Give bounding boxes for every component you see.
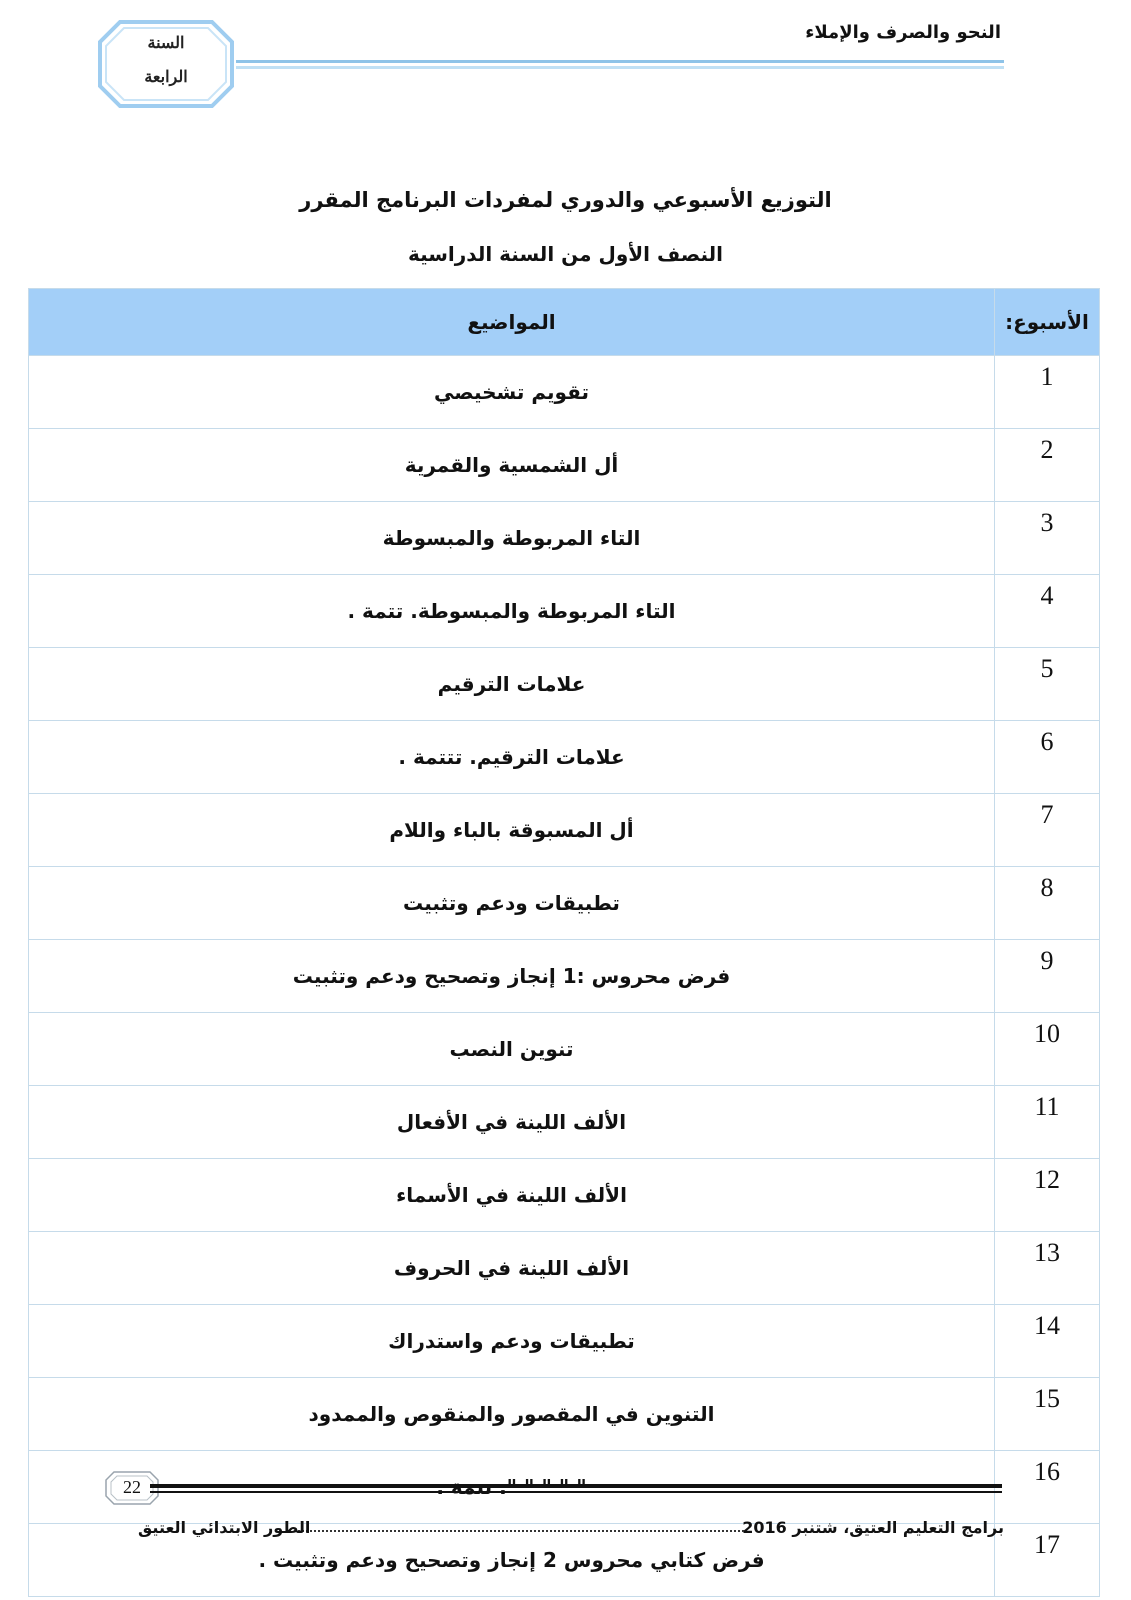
- weekly-plan-table: [28, 288, 1100, 1597]
- row-topic: فرض محروس :1 إنجاز وتصحيح ودعم وتثبيت: [29, 940, 995, 1013]
- row-week: 4: [995, 575, 1100, 648]
- footer-dots: [298, 1530, 744, 1532]
- row-topic: الألف اللينة في الأفعال: [29, 1086, 995, 1159]
- table-row: [29, 1086, 1100, 1159]
- table-row: [29, 1013, 1100, 1086]
- row-week: 8: [995, 867, 1100, 940]
- table-row: [29, 502, 1100, 575]
- table-row: [29, 1232, 1100, 1305]
- header-rule: [236, 60, 1004, 63]
- row-week: 17: [995, 1524, 1100, 1597]
- row-week: 1: [995, 356, 1100, 429]
- table-row: [29, 867, 1100, 940]
- row-week: 13: [995, 1232, 1100, 1305]
- page-title: التوزيع الأسبوعي والدوري لمفردات البرنامج المقرر: [299, 188, 832, 212]
- row-week: 10: [995, 1013, 1100, 1086]
- table-row: [29, 648, 1100, 721]
- footer: [138, 1518, 1004, 1542]
- row-topic: تطبيقات ودعم واستدراك: [29, 1305, 995, 1378]
- row-topic: التاء المربوطة والمبسوطة. تتمة .: [29, 575, 995, 648]
- row-week: 5: [995, 648, 1100, 721]
- row-topic: فرض كتابي محروس 2 إنجاز وتصحيح ودعم وتثبيت .: [29, 1524, 995, 1597]
- row-week: 7: [995, 794, 1100, 867]
- row-week: 9: [995, 940, 1100, 1013]
- table-row: [29, 1305, 1100, 1378]
- row-week: 6: [995, 721, 1100, 794]
- table-header-row: [29, 289, 1100, 356]
- page-number-badge: [104, 1470, 160, 1506]
- row-topic: أل الشمسية والقمرية: [29, 429, 995, 502]
- header-subject: النحو والصرف والإملاء: [805, 22, 1001, 43]
- row-topic: علامات الترقيم: [29, 648, 995, 721]
- table-row: [29, 940, 1100, 1013]
- row-topic: تقويم تشخيصي: [29, 356, 995, 429]
- year-badge-text: [98, 26, 234, 94]
- footer-program: برامج التعليم العتيق، شتنبر 2016: [742, 1518, 1004, 1537]
- page-number: 22: [123, 1477, 141, 1497]
- row-week: 3: [995, 502, 1100, 575]
- row-topic: تنوين النصب: [29, 1013, 995, 1086]
- table-row: [29, 721, 1100, 794]
- page-subtitle: النصف الأول من السنة الدراسية: [407, 242, 724, 266]
- table-row: [29, 794, 1100, 867]
- column-header-topics: المواضيع: [29, 289, 995, 356]
- badge-line-2: الرابعة: [144, 67, 188, 86]
- footer-rule: [150, 1484, 1002, 1488]
- row-topic: تطبيقات ودعم وتثبيت: [29, 867, 995, 940]
- table-row: [29, 575, 1100, 648]
- year-badge: [98, 20, 234, 108]
- row-week: 11: [995, 1086, 1100, 1159]
- row-topic: الألف اللينة في الأسماء: [29, 1159, 995, 1232]
- row-week: 2: [995, 429, 1100, 502]
- footer-level: الطور الابتدائي العتيق: [138, 1518, 311, 1537]
- table-row: [29, 356, 1100, 429]
- row-week: 14: [995, 1305, 1100, 1378]
- row-topic: الألف اللينة في الحروف: [29, 1232, 995, 1305]
- column-header-week: الأسبوع:: [995, 289, 1100, 356]
- footer-rule-thin: [150, 1491, 1002, 1493]
- row-week: 15: [995, 1378, 1100, 1451]
- row-topic: التنوين في المقصور والمنقوص والممدود: [29, 1378, 995, 1451]
- row-week: 16: [995, 1451, 1100, 1524]
- table-row: [29, 1159, 1100, 1232]
- header-rule-light: [236, 66, 1004, 69]
- row-topic: التاء المربوطة والمبسوطة: [29, 502, 995, 575]
- row-week: 12: [995, 1159, 1100, 1232]
- row-topic: أل المسبوقة بالباء واللام: [29, 794, 995, 867]
- table-row: [29, 1378, 1100, 1451]
- row-topic: علامات الترقيم. تتتمة .: [29, 721, 995, 794]
- badge-line-1: السنة: [147, 33, 185, 52]
- table-row: [29, 429, 1100, 502]
